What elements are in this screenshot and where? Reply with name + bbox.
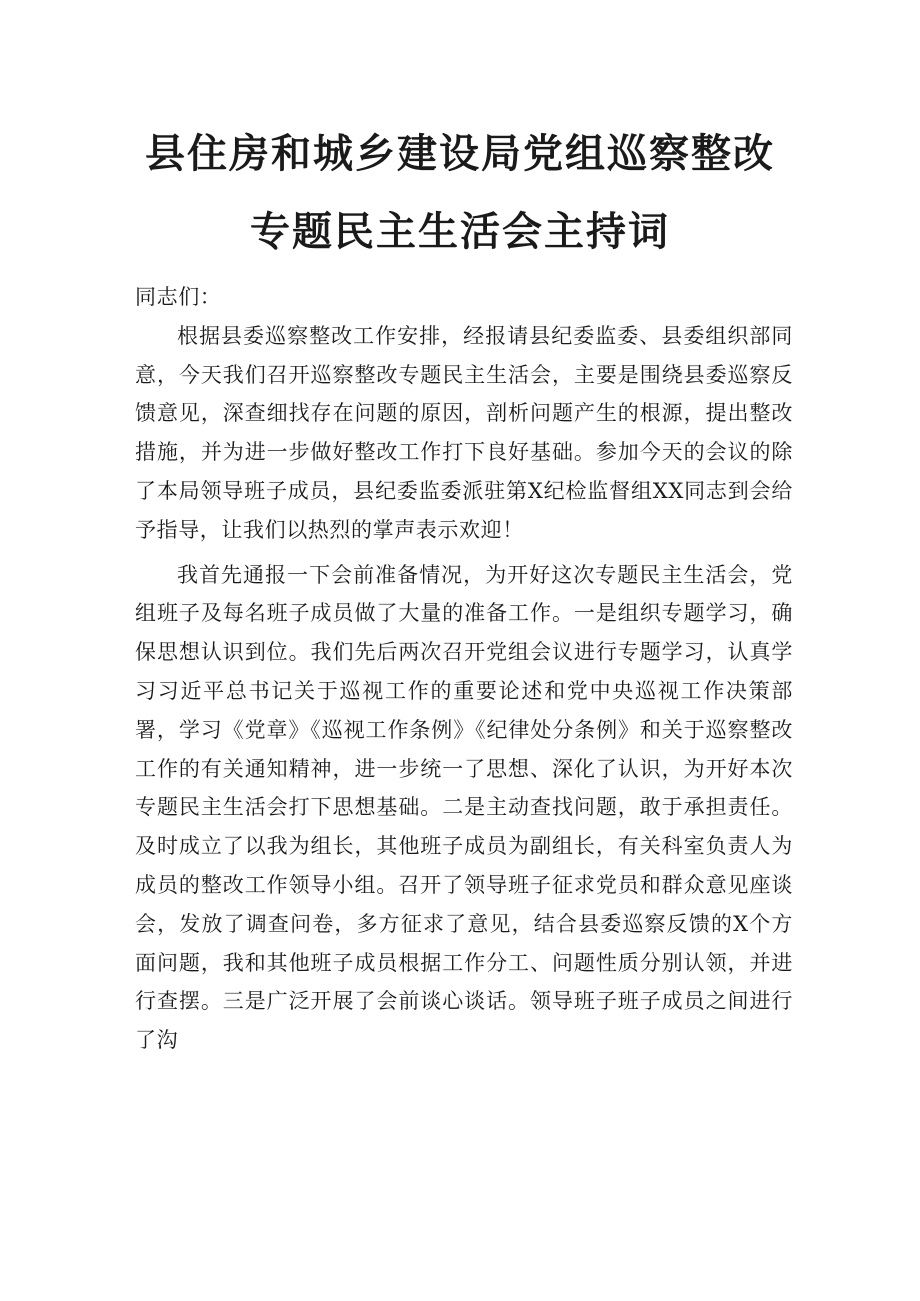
document-body xyxy=(135,278,793,1060)
paragraph-1: 根据县委巡察整改工作安排，经报请县纪委监委、县委组织部同意，今天我们召开巡察整改专题民主生活会，主要是围绕县委巡察反馈意见，深查细找存在问题的原因，剖析问题产生的根源，提出整改措施，并为进一步做好整改工作打下良好基础。参加今天的会议的除了本局领导班子成员，县纪委监委派驻第X纪检监督组XX同志到会给予指导，让我们以热烈的掌声表示欢迎！ xyxy=(135,323,793,542)
document-title-line-2: 专题民主生活会主持词 xyxy=(250,209,670,255)
document-title-line-1: 县住房和城乡建设局党组巡察整改 xyxy=(145,131,775,177)
paragraph-2: 我首先通报一下会前准备情况，为开好这次专题民主生活会，党组班子及每名班子成员做了大量的准备工作。一是组织专题学习，确保思想认识到位。我们先后两次召开党组会议进行专题学习，认真学习习近平总书记关于巡视工作的重要论述和党中央巡视工作决策部署，学习《党章》《巡视工作条例》《纪律处分条例》和关于巡察整改工作的有关通知精神，进一步统一了思想、深化了认识，为开好本次专题民主生活会打下思想基础。二是主动查找问题，敢于承担责任。及时成立了以我为组长，其他班子成员为副组长，有关科室负责人为成员的整改工作领导小组。召开了领导班子征求党员和群众意见座谈会，发放了调查问卷，多方征求了意见，结合县委巡察反馈的X个方面问题，我和其他班子成员根据工作分工、问题性质分别认领，并进行查摆。三是广泛开展了会前谈心谈话。领导班子班子成员之间进行了沟 xyxy=(135,562,793,1053)
salutation: 同志们： xyxy=(135,285,222,309)
